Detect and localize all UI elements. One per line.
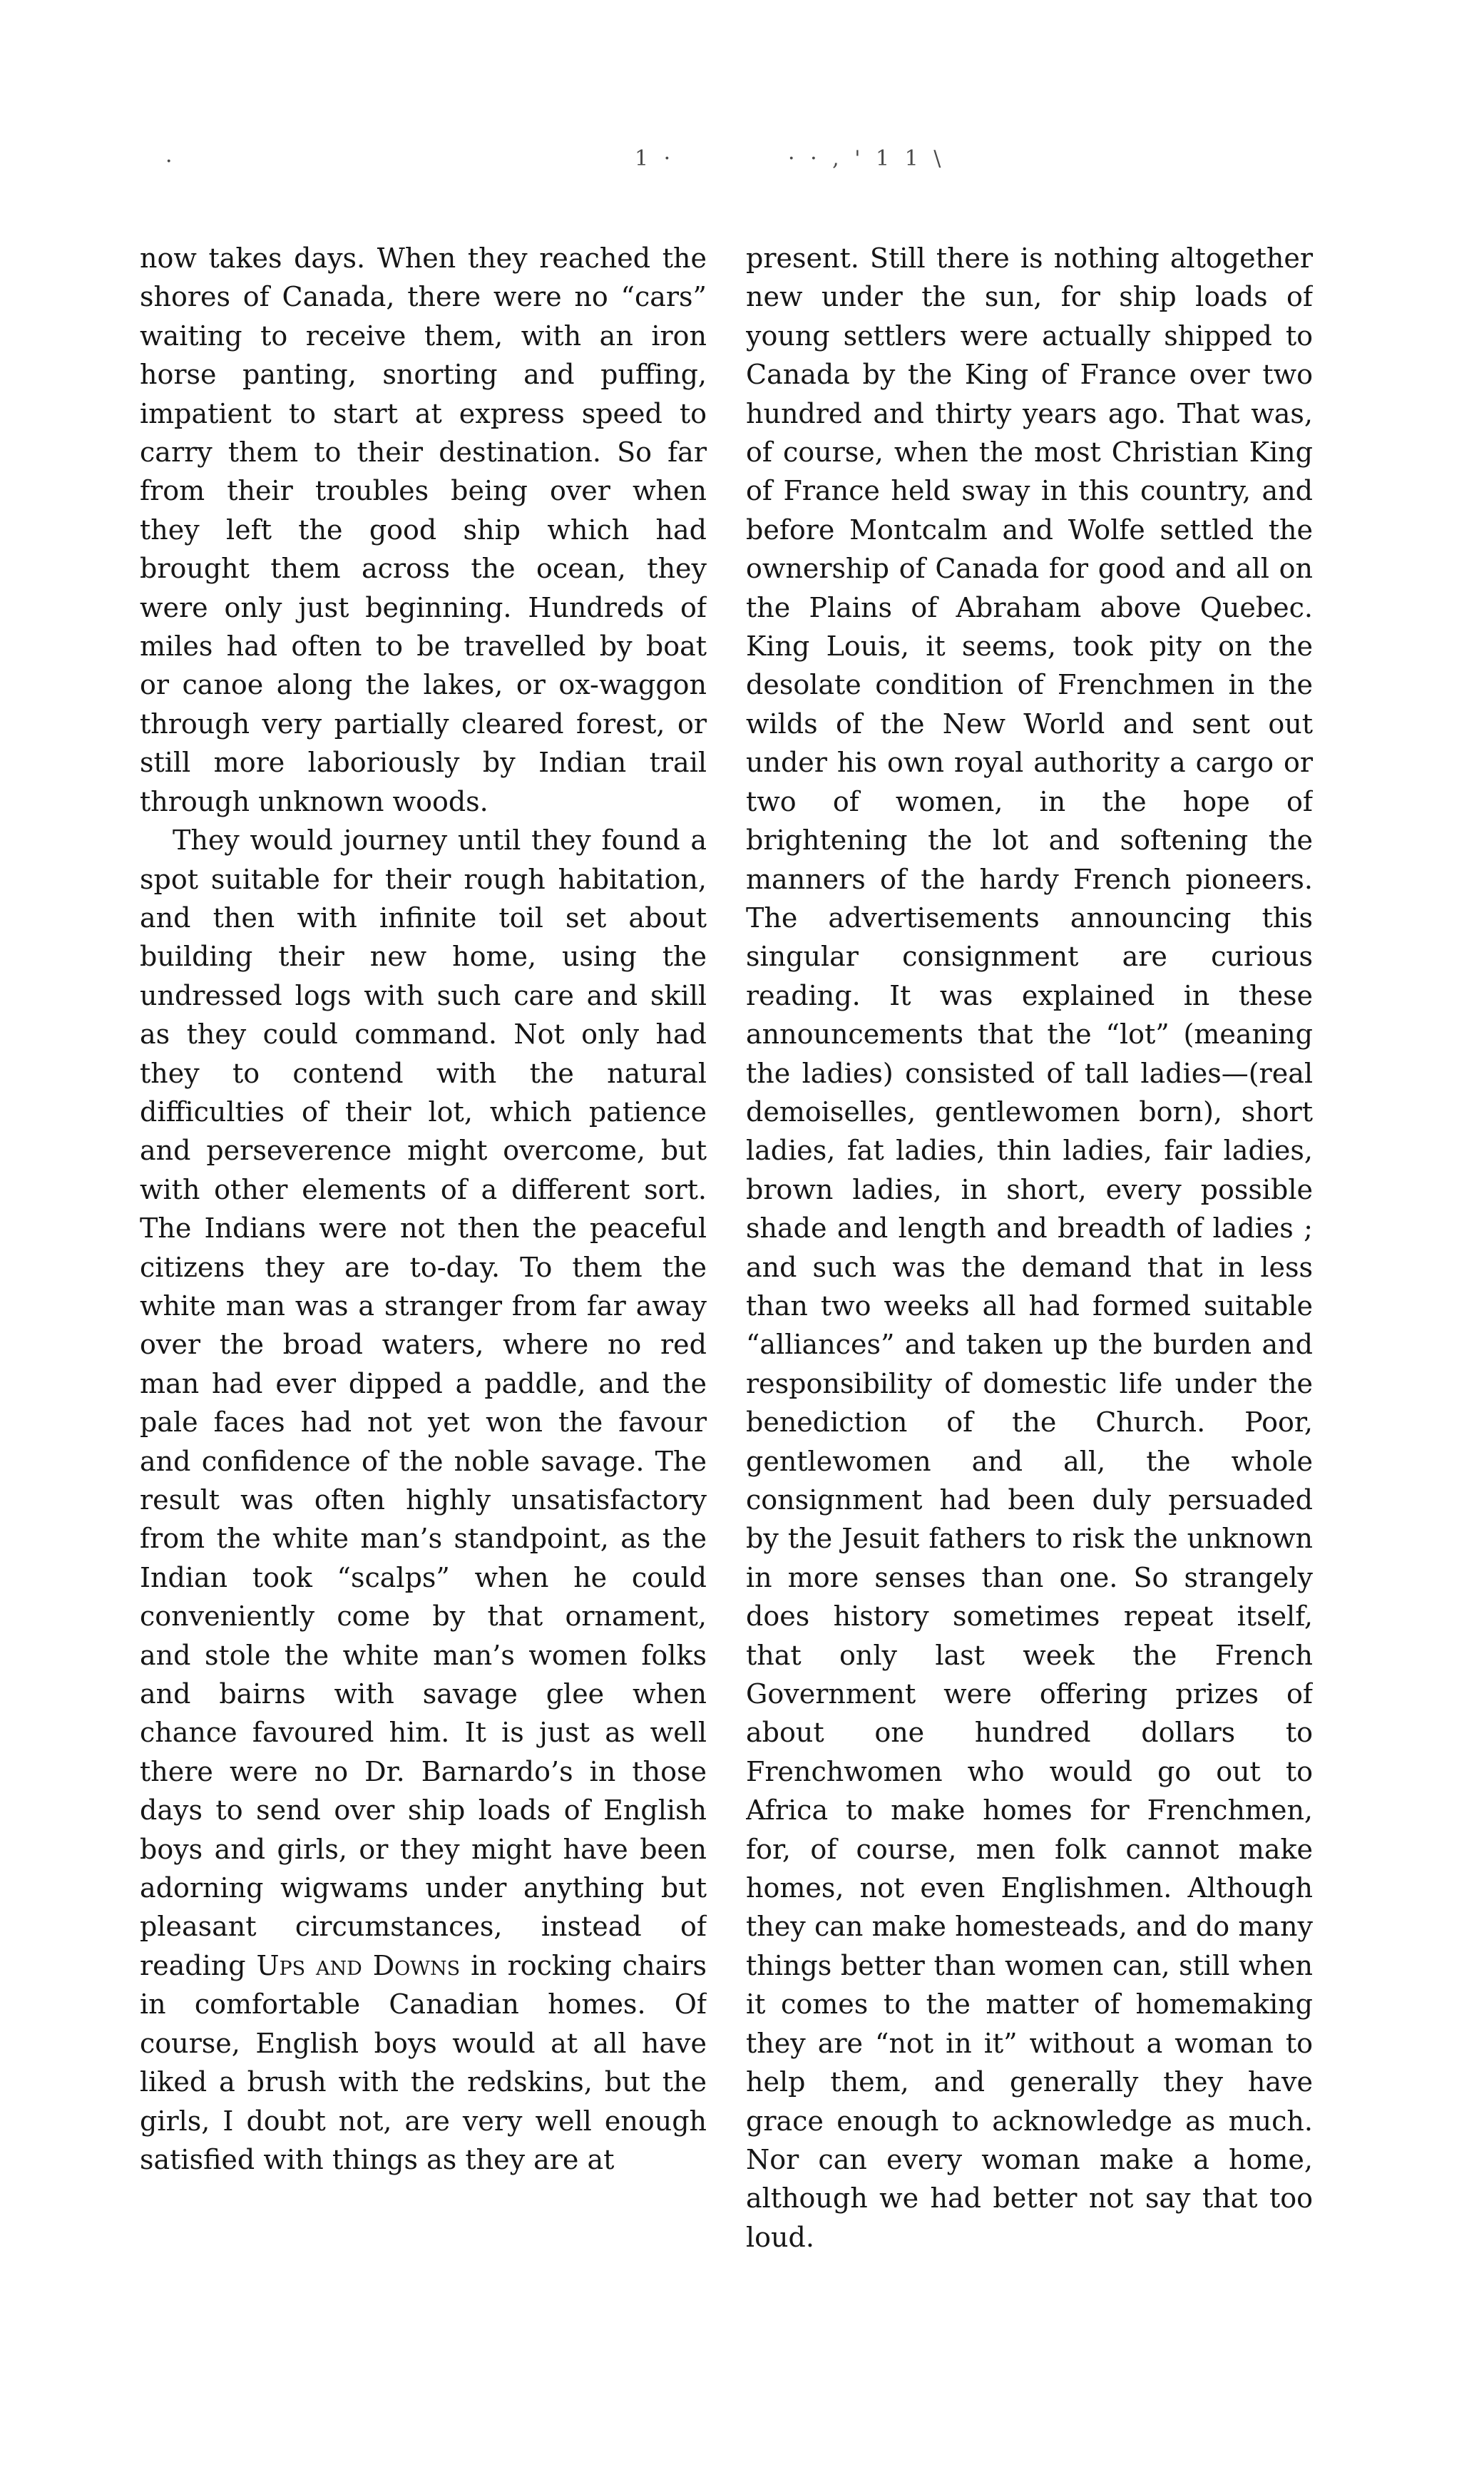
right-paragraph-1: present. Still there is nothing altogether new under the sun, for ship loads of young settlers were actually shipped to Canada by the King of France over two hundred and thirty years ago. That was, of course, when the most Christian King of France held sway in this country, and before Montcalm and Wolfe settled the ownership of Canada for good and all on the Plains of Abraham above Quebec. King Louis, it seems, took pity on the desolate condition of Frenchmen in the wilds of the New World and sent out under his own royal authority a cargo or two of women, in the hope of brightening the lot and softening the manners of the hardy French pioneers. The advertisements announcing this singular consignment are curious reading. It was explained in these announcements that the “lot” (meaning the ladies) consisted of tall ladies—(real demoiselles, gentlewomen born), short ladies, fat ladies, thin ladies, fair ladies, brown ladies, in short, every possible shade and length and breadth of ladies ; and such was the demand that in less than two weeks all had formed suitable “alliances” and taken up the burden and responsibility of domestic life under the benediction of the Church. Poor, gentlewomen and all, the whole consignment had been duly persuaded by the Jesuit fathers to risk the unknown in more senses than one. So strangely does history sometimes repeat itself, that only last week the French Government were offering prizes of about one hundred dollars to Frenchwomen who would go out to Africa to make homes for Frenchmen, for, of course, men folk cannot make homes, not even Englishmen. Although they can make homesteads, and do many things better than women can, still when it comes to the matter of homemaking they are “not in it” without a woman to help them, and generally they have grace enough to acknowledge as much. Nor can every woman make a home, although we had better not say that too loud.	[746, 242, 1313, 2253]
left-paragraph-2-text: They would journey until they found a spot suitable for their rough habitation, and then with infinite toil set about building their new home, using the undressed logs with such care and skill as they could command. Not only had they to contend with the natural difficulties of their lot, which patience and perseverence might overcome, but with other elements of a different sort. The Indians were not then the peaceful citizens they are to-day. To them the white man was a stranger from far away over the broad waters, where no red man had ever dipped a paddle, and the pale faces had not yet won the favour and confidence of the noble savage. The result was often highly unsatisfactory from the white man’s standpoint, as the Indian took “scalps” when he could conveniently come by that ornament, and stole the white man’s women folks and bairns with savage glee when chance favoured him. It is just as well there were no Dr. Barnardo’s in those days to send over ship loads of English boys and girls, or they might have been adorning wigwams under anything but pleasant circumstances, instead of reading	[140, 824, 707, 1981]
left-paragraph-2	[140, 821, 707, 2179]
right-column	[746, 239, 1313, 2329]
left-column	[140, 239, 707, 2329]
left-paragraph-2-tail: in rocking chairs in comfortable Canadian homes. Of course, English boys would at all have liked a brush with the redskins, but the girls, I doubt not, are very well enough satisfied with things as they are at	[140, 1949, 707, 2175]
running-head	[0, 146, 1484, 182]
page-number: 1 ·	[635, 146, 675, 171]
running-title: · · , ' 1 1 \	[788, 146, 946, 171]
running-head-mark: ·	[165, 149, 177, 174]
magazine-title: Ups and Downs	[256, 1949, 461, 1981]
left-paragraph-1: now takes days. When they reached the shores of Canada, there were no “cars” waiting to receive them, with an iron horse panting, snorting and puffing, impatient to start at express speed to carry them to their destination. So far from their troubles being over when they left the good ship which had brought them across the ocean, they were only just beginning. Hundreds of miles had often to be travelled by boat or canoe along the lakes, or ox-waggon through very partially cleared forest, or still more laboriously by Indian trail through unknown woods.	[140, 242, 707, 817]
